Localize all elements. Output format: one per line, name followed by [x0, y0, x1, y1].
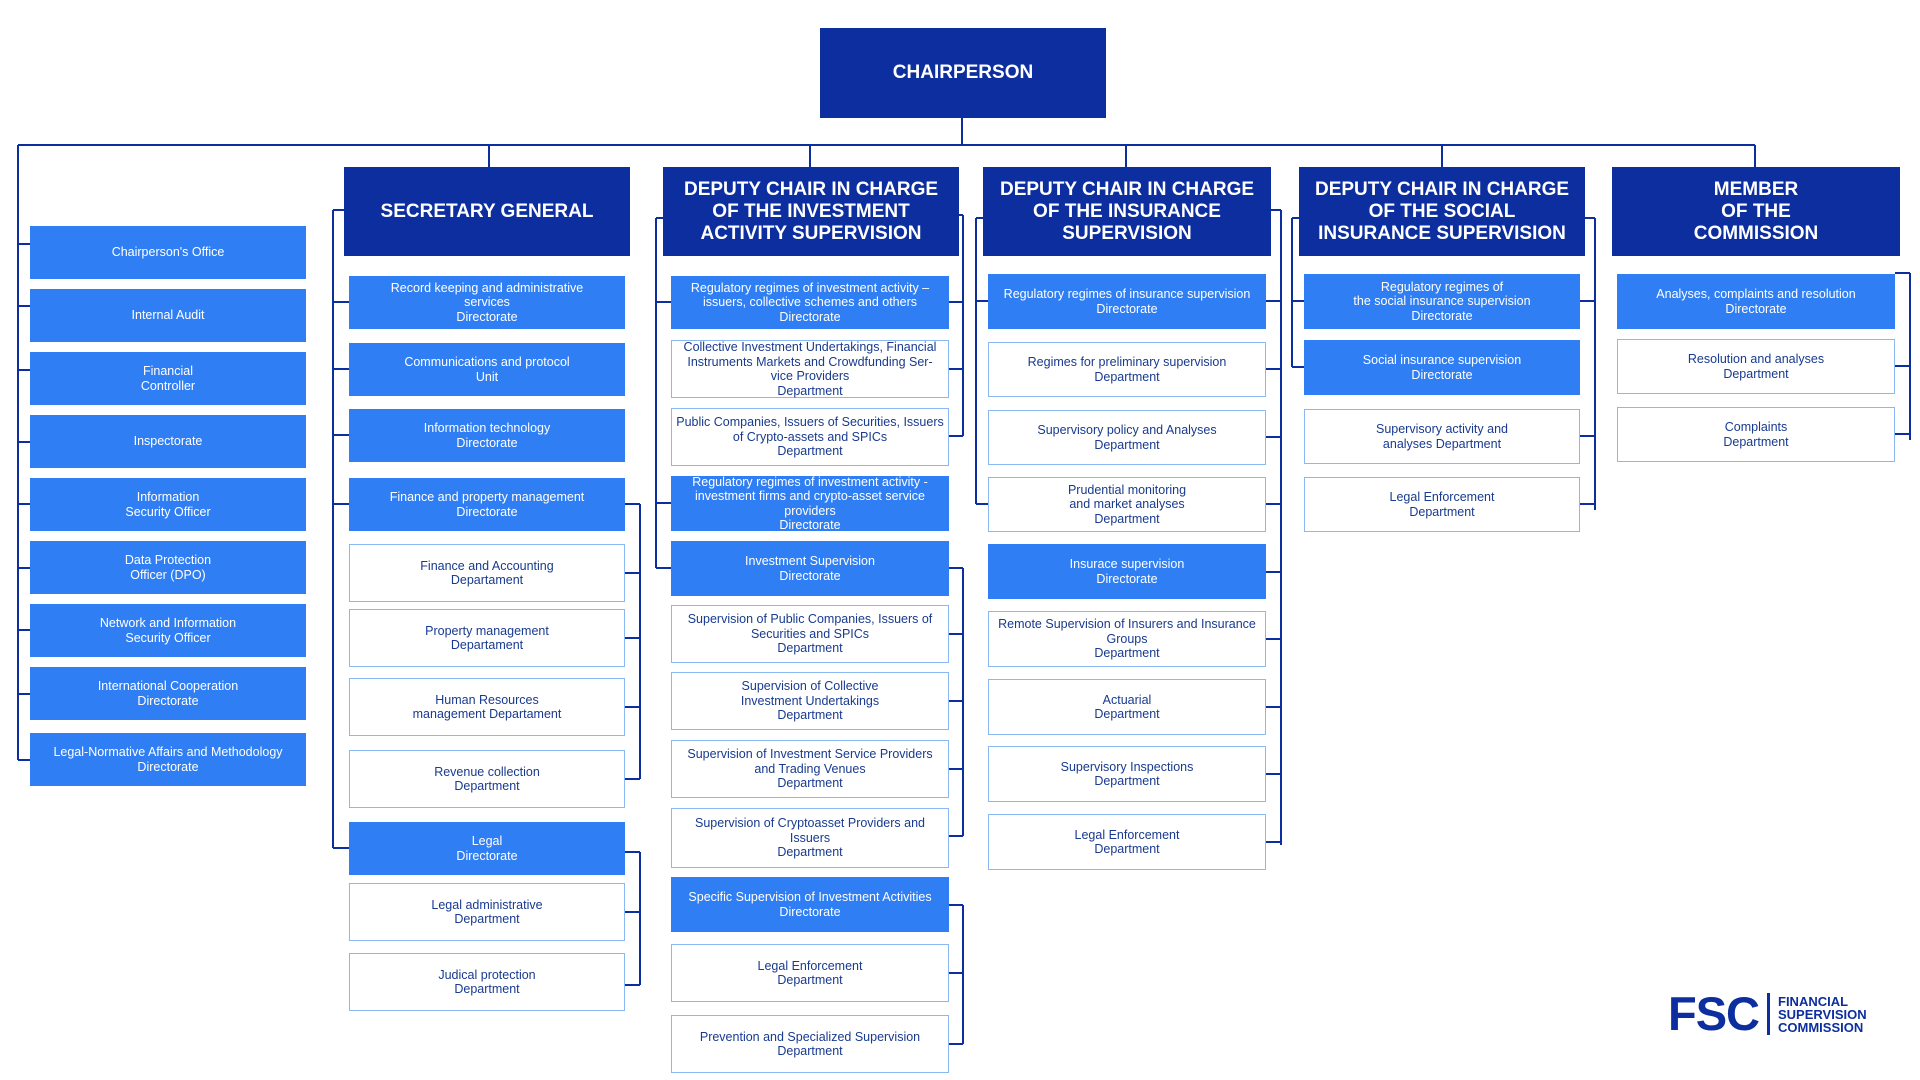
unit-box: Revenue collection Department [349, 750, 625, 808]
unit-box: Regulatory regimes of investment activity – issuers, collective schemes and others Directorate [671, 276, 949, 329]
unit-box: Actuarial Department [988, 679, 1266, 735]
unit-box: Information technology Directorate [349, 409, 625, 462]
unit-box: Specific Supervision of Investment Activities Directorate [671, 877, 949, 932]
unit-box: Social insurance supervision Directorate [1304, 340, 1580, 395]
fsc-logo-text: FINANCIAL SUPERVISION COMMISSION [1778, 993, 1867, 1035]
chair-unit: Data Protection Officer (DPO) [30, 541, 306, 594]
unit-box: Regimes for preliminary supervision Department [988, 342, 1266, 397]
unit-box: Legal administrative Department [349, 883, 625, 941]
chair-unit: International Cooperation Directorate [30, 667, 306, 720]
deputy-insurance-box: DEPUTY CHAIR IN CHARGE OF THE INSURANCE SUPERVISION [983, 167, 1271, 256]
unit-box: Legal Enforcement Department [671, 944, 949, 1002]
unit-box: Supervision of Cryptoasset Providers and Issuers Department [671, 808, 949, 868]
chair-unit: Network and Information Security Officer [30, 604, 306, 657]
unit-box: Resolution and analyses Department [1617, 339, 1895, 394]
unit-box: Prudential monitoring and market analyses Department [988, 477, 1266, 532]
unit-box: Property management Departament [349, 609, 625, 667]
fsc-logo [1668, 987, 1867, 1040]
chair-unit: Inspectorate [30, 415, 306, 468]
unit-box: Supervision of Investment Service Providers and Trading Venues Department [671, 740, 949, 798]
unit-box: Public Companies, Issuers of Securities, Issuers of Crypto-assets and SPICs Department [671, 408, 949, 466]
fsc-logo-mark: FSC [1668, 987, 1759, 1040]
chair-unit: Internal Audit [30, 289, 306, 342]
unit-box: Insurace supervision Directorate [988, 544, 1266, 599]
unit-box: Legal Enforcement Department [1304, 477, 1580, 532]
unit-box: Finance and property management Directorate [349, 478, 625, 531]
chair-unit: Financial Controller [30, 352, 306, 405]
unit-box: Judical protection Department [349, 953, 625, 1011]
chair-unit: Legal-Normative Affairs and Methodology Directorate [30, 733, 306, 786]
deputy-social-insurance-box: DEPUTY CHAIR IN CHARGE OF THE SOCIAL INSURANCE SUPERVISION [1299, 167, 1585, 256]
unit-box: Remote Supervision of Insurers and Insurance Groups Department [988, 611, 1266, 667]
unit-box: Record keeping and administrative services Directorate [349, 276, 625, 329]
unit-box: Supervision of Public Companies, Issuers of Securities and SPICs Department [671, 605, 949, 663]
fsc-logo-divider [1767, 993, 1770, 1035]
unit-box: Supervisory activity and analyses Department [1304, 409, 1580, 464]
unit-box: Prevention and Specialized Supervision Department [671, 1015, 949, 1073]
unit-box: Finance and Accounting Departament [349, 544, 625, 602]
unit-box: Communications and protocol Unit [349, 343, 625, 396]
unit-box: Human Resources management Departament [349, 678, 625, 736]
unit-box: Supervisory policy and Analyses Department [988, 410, 1266, 465]
unit-box: Legal Enforcement Department [988, 814, 1266, 870]
unit-box: Collective Investment Undertakings, Financial Instruments Markets and Crowdfunding Ser- vice Providers Department [671, 340, 949, 398]
chair-unit: Chairperson's Office [30, 226, 306, 279]
unit-box: Supervisory Inspections Department [988, 746, 1266, 802]
unit-box: Regulatory regimes of insurance supervision Directorate [988, 274, 1266, 329]
chair-unit: Information Security Officer [30, 478, 306, 531]
member-commission-box: MEMBER OF THE COMMISSION [1612, 167, 1900, 256]
secretary-general-box: SECRETARY GENERAL [344, 167, 630, 256]
unit-box: Analyses, complaints and resolution Directorate [1617, 274, 1895, 329]
unit-box: Complaints Department [1617, 407, 1895, 462]
unit-box: Investment Supervision Directorate [671, 541, 949, 596]
unit-box: Regulatory regimes of the social insurance supervision Directorate [1304, 274, 1580, 329]
unit-box: Supervision of Collective Investment Undertakings Department [671, 672, 949, 730]
unit-box: Legal Directorate [349, 822, 625, 875]
unit-box: Regulatory regimes of investment activity - investment firms and crypto-asset service providers Directorate [671, 476, 949, 531]
deputy-investment-box: DEPUTY CHAIR IN CHARGE OF THE INVESTMENT ACTIVITY SUPERVISION [663, 167, 959, 256]
chairperson-box: CHAIRPERSON [820, 28, 1106, 118]
